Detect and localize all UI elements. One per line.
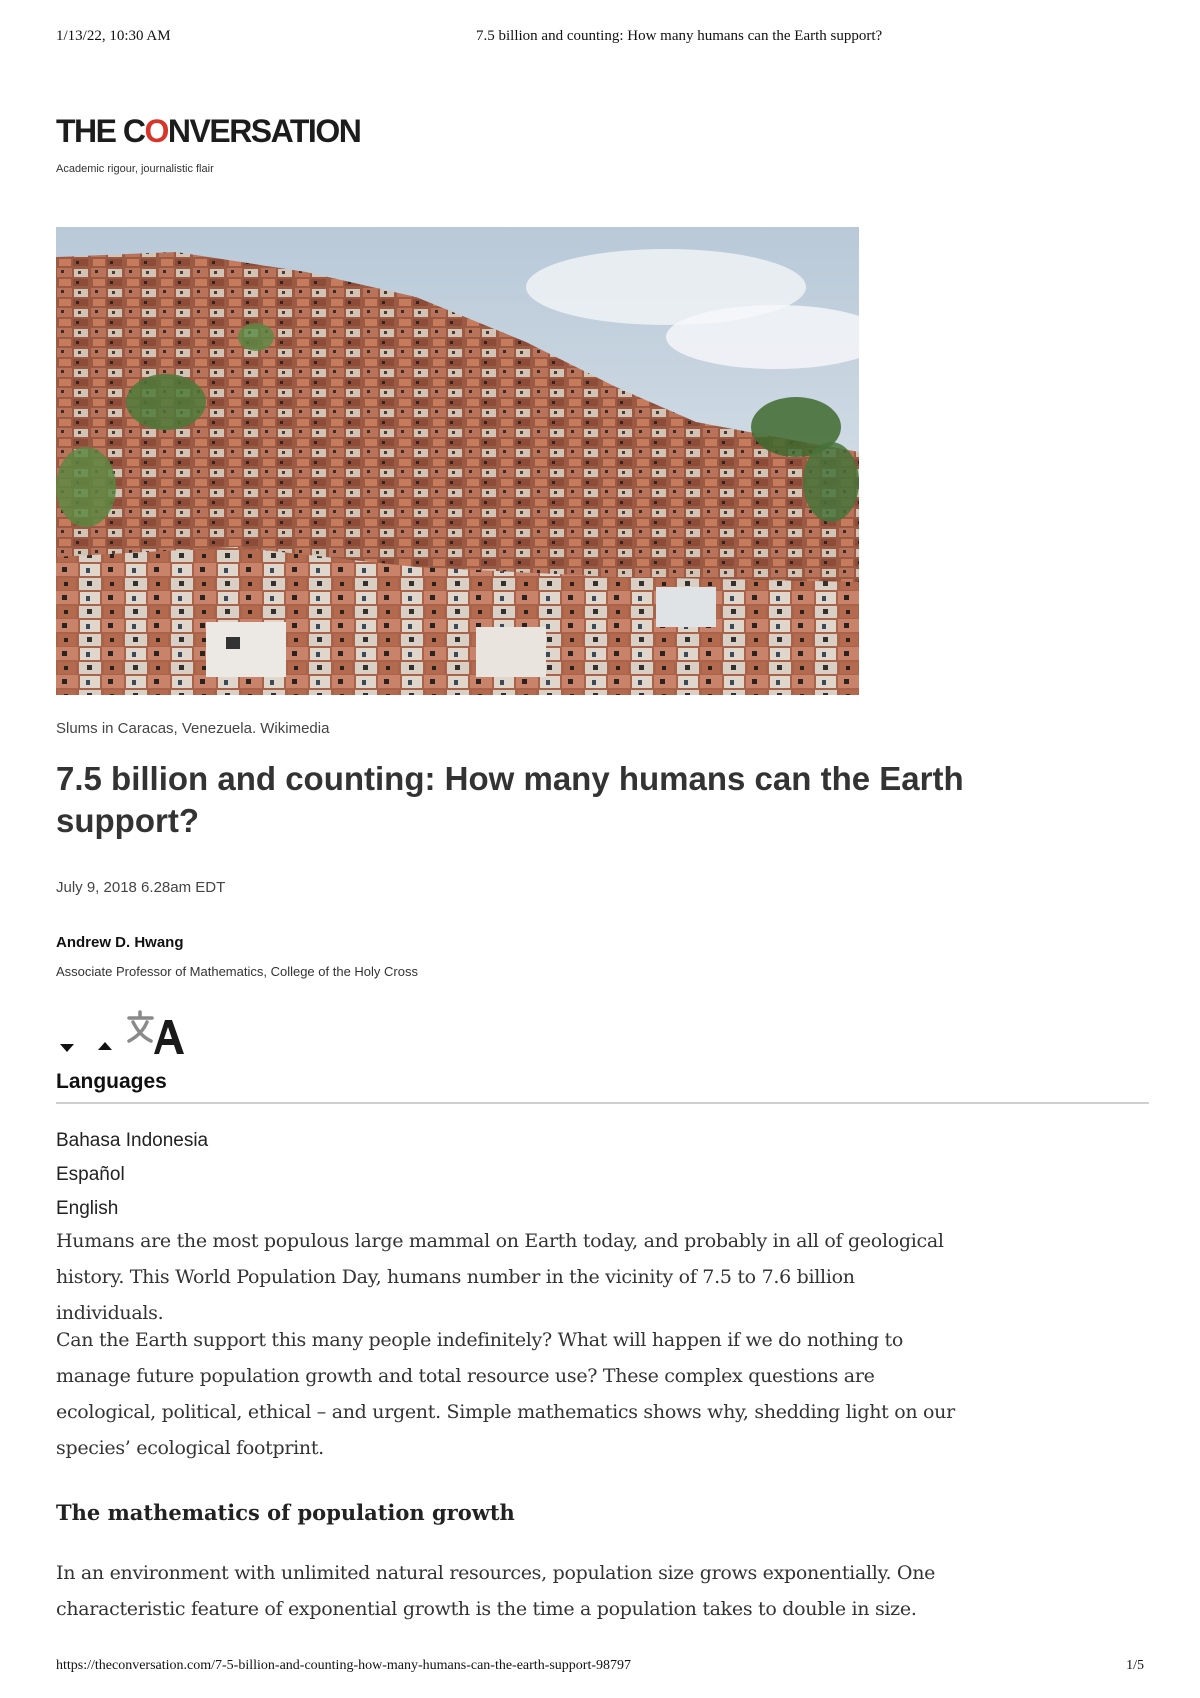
logo-speech-bubble-o: O bbox=[144, 113, 168, 149]
article-headline: 7.5 billion and counting: How many humans can the Earth support? bbox=[56, 760, 964, 839]
site-logo[interactable] bbox=[56, 110, 360, 152]
language-option-bahasa-indonesia[interactable]: Bahasa Indonesia bbox=[56, 1130, 209, 1151]
section-subheading: The mathematics of population growth bbox=[56, 1500, 515, 1525]
chevron-down-icon[interactable] bbox=[60, 1044, 74, 1052]
language-controls bbox=[56, 1008, 216, 1058]
section-divider bbox=[56, 1102, 1149, 1104]
languages-heading: Languages bbox=[56, 1070, 167, 1093]
print-header bbox=[56, 28, 1144, 50]
author-name[interactable]: Andrew D. Hwang bbox=[56, 934, 184, 951]
logo-text-start: THE C bbox=[56, 113, 145, 149]
print-title: 7.5 billion and counting: How many humans can the Earth support? bbox=[476, 28, 883, 44]
article-paragraph: Can the Earth support this many people indefinitely? What will happen if we do nothing to manage future population growth and total resource use? These complex questions are ecological, political, ethical – and urgent. Simple mathematics shows why, shedding light on our species’ ecological footprint. bbox=[56, 1329, 955, 1459]
hero-caption: Slums in Caracas, Venezuela. Wikimedia bbox=[56, 720, 330, 737]
translate-icon[interactable] bbox=[126, 1008, 192, 1058]
publish-date: July 9, 2018 6.28am EDT bbox=[56, 879, 226, 896]
article-paragraph: Humans are the most populous large mammal on Earth today, and probably in all of geological history. This World Population Day, humans number in the vicinity of 7.5 to 7.6 billion individuals. bbox=[56, 1230, 944, 1324]
language-option-english[interactable]: English bbox=[56, 1198, 119, 1219]
logo-text-end: NVERSATION bbox=[167, 113, 361, 149]
page-number: 1/5 bbox=[1126, 1658, 1144, 1673]
author-title: Associate Professor of Mathematics, College of the Holy Cross bbox=[56, 964, 418, 979]
print-url[interactable]: https://theconversation.com/7-5-billion-and-counting-how-many-humans-can-the-earth-support-98797 bbox=[56, 1658, 632, 1673]
print-footer bbox=[56, 1658, 1144, 1680]
hero-image bbox=[56, 227, 859, 695]
site-tagline: Academic rigour, journalistic flair bbox=[56, 163, 214, 175]
language-list bbox=[56, 1124, 208, 1226]
chevron-up-icon[interactable] bbox=[98, 1042, 112, 1050]
language-option-espanol[interactable]: Español bbox=[56, 1164, 125, 1185]
article-paragraph: In an environment with unlimited natural resources, population size grows exponentially. One characteristic feature of exponential growth is the time a population takes to double in size. bbox=[56, 1562, 936, 1620]
print-datetime: 1/13/22, 10:30 AM bbox=[56, 28, 171, 44]
